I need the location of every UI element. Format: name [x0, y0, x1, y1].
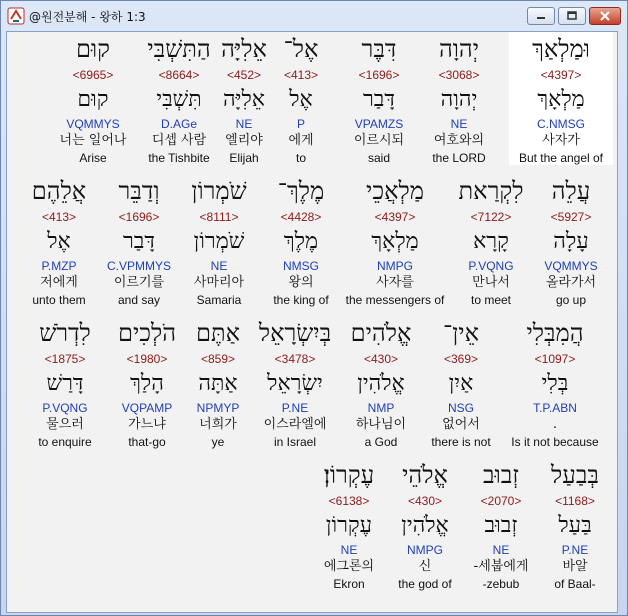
- word-cell[interactable]: [185, 316, 251, 450]
- strong-number: <859>: [200, 352, 236, 366]
- hebrew-word: אֶל־: [283, 35, 319, 63]
- word-cell[interactable]: [337, 174, 453, 308]
- hebrew-word: מֶלֶךְ־: [277, 177, 325, 205]
- morphology-code: NMP: [367, 401, 395, 415]
- lemma: אַיִן: [448, 371, 474, 396]
- morphology-code: NMSG: [283, 259, 319, 273]
- korean-gloss: 올라가서: [545, 275, 597, 290]
- english-gloss: Arise: [79, 151, 107, 165]
- english-gloss: a God: [364, 435, 398, 449]
- hebrew-word: אֲלֵהֶם: [31, 177, 87, 205]
- morphology-code: VPAMZS: [354, 117, 404, 131]
- word-cell[interactable]: [447, 174, 535, 308]
- lemma: אֶל: [289, 87, 313, 112]
- korean-gloss: 물으러: [46, 417, 84, 432]
- hebrew-word: הַתִּשְׁבִּי: [147, 35, 211, 63]
- strong-number: <2070>: [480, 494, 522, 508]
- korean-gloss: 너는 일어나: [59, 133, 127, 148]
- word-cell[interactable]: [335, 32, 423, 166]
- english-gloss: Ekron: [333, 577, 365, 591]
- word-cell[interactable]: [257, 174, 345, 308]
- lemma: אֶל: [47, 229, 71, 254]
- english-gloss: Elijah: [229, 151, 259, 165]
- hebrew-word: אֵלִיָּה: [221, 35, 267, 63]
- morphology-code: VQPAMP: [121, 401, 173, 415]
- lemma: שֹׁמְרוֹן: [193, 229, 245, 254]
- maximize-button[interactable]: [558, 7, 586, 25]
- lemma: בַּעַל: [558, 513, 592, 538]
- morphology-code: NMPG: [377, 259, 413, 273]
- korean-gloss: 디셉 사람: [151, 133, 207, 148]
- lemma: עָלָה: [553, 229, 589, 254]
- strong-number: <8111>: [199, 210, 239, 224]
- morphology-code: VQMMYS: [544, 259, 598, 273]
- word-cell[interactable]: [417, 316, 505, 450]
- korean-gloss: 바알: [562, 559, 588, 574]
- english-gloss: Is it not because: [511, 435, 599, 449]
- minimize-icon: [535, 11, 547, 21]
- korean-gloss: 왕의: [288, 275, 314, 290]
- word-cell[interactable]: [135, 32, 223, 166]
- close-button[interactable]: [589, 7, 621, 25]
- lemma: דָּרַשׁ: [46, 371, 84, 396]
- word-cell[interactable]: [337, 316, 425, 450]
- title-bar[interactable]: [1, 1, 627, 31]
- lemma: תִּשְׁבִּי: [156, 87, 202, 112]
- korean-gloss: 에그론의: [323, 559, 375, 574]
- morphology-code: P.NE: [561, 543, 589, 557]
- lemma: הָלַךְ: [130, 371, 164, 396]
- minimize-button[interactable]: [527, 7, 555, 25]
- english-gloss: unto them: [32, 293, 86, 307]
- english-gloss: the messengers of: [345, 293, 445, 307]
- word-cell[interactable]: [509, 32, 613, 165]
- app-logo-icon: [7, 7, 25, 25]
- strong-number: <4397>: [540, 68, 582, 82]
- hebrew-word: אַתֶּם: [195, 319, 240, 347]
- close-icon: [599, 11, 611, 21]
- strong-number: <4428>: [280, 210, 322, 224]
- english-gloss: ye: [211, 435, 225, 449]
- strong-number: <452>: [226, 68, 262, 82]
- lemma: בְּלִי: [541, 371, 569, 396]
- strong-number: <1875>: [44, 352, 86, 366]
- korean-gloss: 만나서: [472, 275, 510, 290]
- morphology-code: NMPG: [407, 543, 443, 557]
- morphology-code: NE: [340, 543, 358, 557]
- lemma: אֱלֹהִין: [401, 513, 449, 538]
- hebrew-word: דִּבֶּר: [361, 35, 397, 63]
- strong-number: <1696>: [358, 68, 400, 82]
- morphology-code: C.VPMMYS: [106, 259, 171, 273]
- morphology-code: NE: [210, 259, 228, 273]
- strong-number: <1097>: [534, 352, 576, 366]
- hebrew-word: עֲלֵה: [551, 177, 591, 205]
- word-cell[interactable]: [505, 316, 605, 450]
- korean-gloss: 하나님이: [355, 417, 407, 432]
- morphology-code: NE: [450, 117, 468, 131]
- hebrew-word: בְּבַעַל: [551, 461, 599, 489]
- strong-number: <369>: [443, 352, 479, 366]
- lemma: אֵלִיָּה: [223, 87, 265, 112]
- word-cell[interactable]: [415, 32, 503, 166]
- morphology-code: T.P.ABN: [533, 401, 577, 415]
- strong-number: <3068>: [438, 68, 480, 82]
- word-cell[interactable]: [251, 316, 339, 450]
- hebrew-word: עֶקְרוֹן׃: [323, 461, 375, 489]
- lemma: יְהוָה: [440, 87, 478, 112]
- strong-number: <6965>: [72, 68, 114, 82]
- korean-gloss: 신: [418, 559, 432, 574]
- strong-number: <3478>: [274, 352, 316, 366]
- strong-number: <4397>: [374, 210, 416, 224]
- hebrew-word: מַלְאֲכֵי: [366, 177, 424, 205]
- word-cell[interactable]: [381, 458, 469, 592]
- maximize-icon: [566, 11, 578, 21]
- english-gloss: to: [295, 151, 306, 165]
- english-gloss: to enquire: [38, 435, 92, 449]
- english-gloss: of Baal-: [554, 577, 596, 591]
- lemma: אֱלֹהִין: [357, 371, 405, 396]
- morphology-code: NSG: [447, 401, 474, 415]
- korean-gloss: 사자가: [542, 133, 580, 148]
- strong-number: <413>: [41, 210, 77, 224]
- morphology-code: NE: [492, 543, 510, 557]
- hebrew-word: בְּיִשְׂרָאֵל: [258, 319, 332, 347]
- word-cell[interactable]: [49, 32, 137, 166]
- hebrew-word: שֹׁמְרוֹן: [191, 177, 247, 205]
- english-gloss: said: [367, 151, 390, 165]
- hebrew-word: לִקְרַאת: [458, 177, 524, 205]
- morphology-code: P.VQNG: [468, 259, 514, 273]
- word-cell[interactable]: [305, 458, 393, 592]
- lemma: דָּבַר: [363, 87, 395, 112]
- english-gloss: and say: [117, 293, 161, 307]
- english-gloss: But the angel of: [518, 151, 604, 165]
- hebrew-word: הֹלְכִים: [117, 319, 177, 347]
- strong-number: <5927>: [550, 210, 592, 224]
- hebrew-word: לִדְרֹשׁ: [39, 319, 91, 347]
- korean-gloss: 여호와의: [433, 133, 485, 148]
- english-gloss: there is not: [431, 435, 491, 449]
- strong-number: <413>: [283, 68, 319, 82]
- strong-number: <430>: [407, 494, 443, 508]
- english-gloss: in Israel: [273, 435, 317, 449]
- word-cell[interactable]: [527, 174, 615, 308]
- english-gloss: the LORD: [432, 151, 486, 165]
- strong-number: <430>: [363, 352, 399, 366]
- strong-number: <1168>: [555, 494, 595, 508]
- korean-gloss: 사마리아: [193, 275, 245, 290]
- english-gloss: the god of: [398, 577, 452, 591]
- korean-gloss: 없어서: [442, 417, 480, 432]
- window-title: @원전분해 - 왕하 1:3: [29, 10, 146, 24]
- hebrew-word: זְבוּב: [483, 461, 519, 489]
- korean-gloss: 사자를: [376, 275, 414, 290]
- morphology-code: NPMYP: [196, 401, 240, 415]
- morphology-code: NE: [235, 117, 253, 131]
- morphology-code: P.MZP: [41, 259, 77, 273]
- hebrew-word: וּמַלְאַךְ: [532, 35, 590, 63]
- korean-gloss: 에게: [288, 133, 314, 148]
- word-cell[interactable]: [15, 174, 103, 308]
- korean-gloss: .: [552, 417, 558, 432]
- word-cell[interactable]: [21, 316, 109, 450]
- english-gloss: to meet: [470, 293, 512, 307]
- word-cell[interactable]: [175, 174, 263, 308]
- english-gloss: go up: [555, 293, 587, 307]
- lemma: דָּבַר: [123, 229, 155, 254]
- morphology-code: P: [296, 117, 305, 131]
- korean-gloss: 엘리야: [225, 133, 263, 148]
- korean-gloss: 저에게: [40, 275, 78, 290]
- korean-gloss: 가느냐: [128, 417, 166, 432]
- korean-gloss: -세붑에게: [473, 559, 529, 574]
- morphology-code: C.NMSG: [537, 117, 585, 131]
- lemma: יִשְׂרָאֵל: [267, 371, 323, 396]
- english-gloss: that-go: [128, 435, 166, 449]
- lemma: אַתָּה: [198, 371, 238, 396]
- morphology-code: P.VQNG: [42, 401, 88, 415]
- strong-number: <1696>: [118, 210, 160, 224]
- strong-number: <1980>: [126, 352, 168, 366]
- hebrew-word: אֵין־: [443, 319, 479, 347]
- lemma: קָרָא: [473, 229, 509, 254]
- lemma: זְבוּב: [484, 513, 518, 538]
- morphology-code: P.NE: [281, 401, 309, 415]
- korean-gloss: 이르시되: [353, 133, 405, 148]
- hebrew-word: אֱלֹהֵי: [402, 461, 448, 489]
- strong-number: <8664>: [158, 68, 200, 82]
- morphology-code: VQMMYS: [66, 117, 120, 131]
- english-gloss: the king of: [273, 293, 329, 307]
- strong-number: <7122>: [470, 210, 512, 224]
- english-gloss: Samaria: [196, 293, 242, 307]
- lemma: מַלְאָךְ: [537, 87, 585, 112]
- hebrew-word: וְדַבֵּר: [118, 177, 160, 205]
- korean-gloss: 이스라엘에: [263, 417, 327, 432]
- hebrew-word: הֲמִבְּלִי: [526, 319, 584, 347]
- hebrew-word: קוּם: [76, 35, 110, 63]
- word-cell[interactable]: [457, 458, 545, 592]
- strong-number: <6138>: [328, 494, 370, 508]
- word-cell[interactable]: [103, 316, 191, 450]
- english-gloss: -zebub: [482, 577, 520, 591]
- word-cell[interactable]: [271, 32, 331, 166]
- interlinear-panel[interactable]: [6, 31, 618, 613]
- lemma: עֶקְרוֹן: [325, 513, 373, 538]
- lemma: מֶלֶךְ: [283, 229, 319, 254]
- korean-gloss: 너희가: [199, 417, 237, 432]
- english-gloss: the Tishbite: [148, 151, 210, 165]
- korean-gloss: 이르기를: [113, 275, 165, 290]
- hebrew-word: יְהוָה: [438, 35, 480, 63]
- morphology-code: D.AGe: [160, 117, 197, 131]
- hebrew-word: אֱלֹהִים: [350, 319, 412, 347]
- lemma: מַלְאָךְ: [371, 229, 419, 254]
- lemma: קוּם: [77, 87, 109, 112]
- word-cell[interactable]: [95, 174, 183, 308]
